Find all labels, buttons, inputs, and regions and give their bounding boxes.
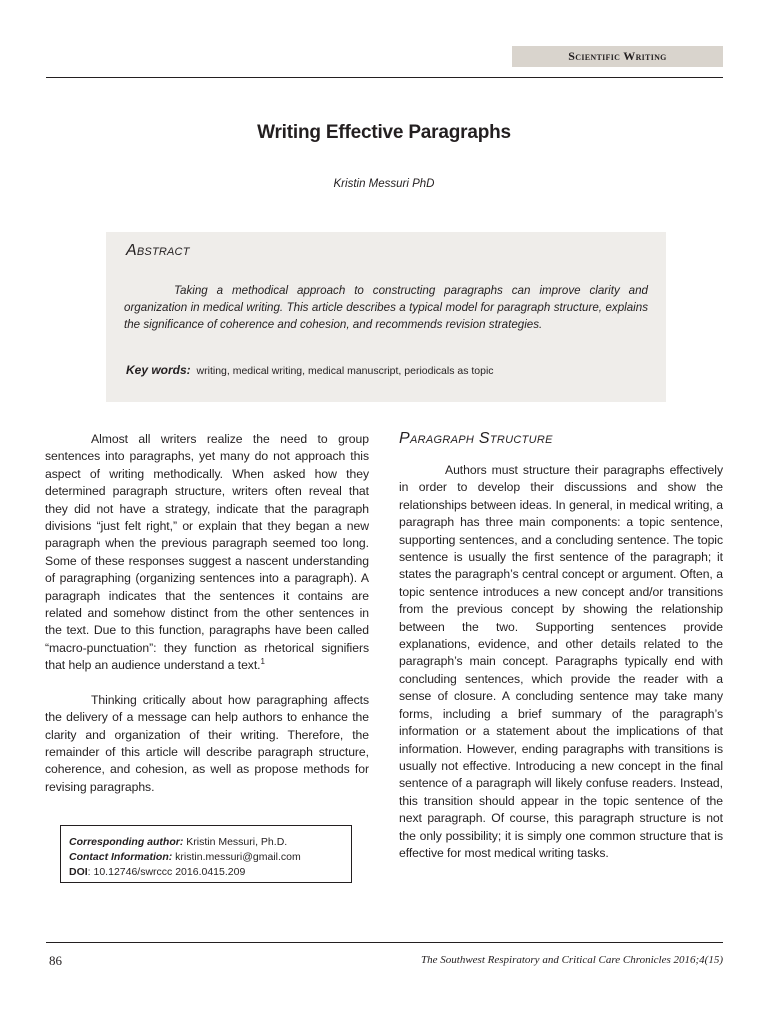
- doi-label: DOI: [69, 866, 88, 878]
- top-rule: [46, 77, 723, 78]
- abstract-heading: Abstract: [126, 242, 190, 259]
- left-paragraph-1-text: Almost all writers realize the need to group sentences into paragraphs, yet many do not approach this aspect of writing methodically. When asked how they determined paragraph structure, writers often reveal that they did not have a strategy, indicate that the paragraph divisions “just felt right,” or explain that they began a new paragraph when the previous paragraph seemed too long. Some of these responses suggest a nascent understanding of paragraphing (organizing sentences into a paragraph). A paragraph indicates that the sentences it contains are related and somehow distinct from the other sentences in the text. Due to this function, paragraphs have been called “macro-punctuation”: they function as rhetorical signifiers that help an audience understand a text.: [45, 432, 369, 673]
- keywords-value: writing, medical writing, medical manuscript, periodicals as topic: [196, 365, 494, 377]
- abstract-box: [106, 232, 666, 402]
- left-paragraph-1: [45, 431, 369, 675]
- left-column: [45, 431, 369, 796]
- corresponding-author-line: [69, 835, 351, 850]
- section-heading-paragraph-structure: Paragraph Structure: [399, 430, 553, 447]
- abstract-text: Taking a methodical approach to constructing paragraphs can improve clarity and organization in medical writing. This article describes a typical model for paragraph structure, explains the significance of coherence and cohesion, and recommends revision strategies.: [124, 284, 648, 331]
- journal-citation: The Southwest Respiratory and Critical Care Chronicles 2016;4(15): [421, 954, 723, 966]
- left-paragraph-2: Thinking critically about how paragraphing affects the delivery of a message can help authors to enhance the clarity and organization of their writing. Therefore, the remainder of this article will describe paragraph structure, coherence, and cohesion, as well as propose methods for revising paragraphs.: [45, 692, 369, 794]
- article-title: Writing Effective Paragraphs: [257, 122, 511, 143]
- contact-line: [69, 850, 351, 865]
- contact-label: Contact Information:: [69, 851, 173, 863]
- correspondence-box: [60, 825, 352, 883]
- right-paragraph-1: Authors must structure their paragraphs effectively in order to develop their discussions and show the relationships between ideas. In general, in medical writing, a paragraph has three main components: a topic sentence, supporting sentences, and a concluding sentence. The topic sentence is usually the first sentence of the paragraph; it states the paragraph’s central concept or argument. Often, a topic sentence introduces a new concept and/or transitions from the previous concept by showing the relationship between the two. Supporting sentences provide explanations, evidence, and other details related to the paragraph’s main concept. Paragraphs typically end with concluding sentences, which provide the reader with a sense of closure. A concluding sentence may take many forms, including a brief summary of the paragraph’s information or a statement about the implications of that information. However, ending paragraphs with transitions is usually not effective. Introducing a new concept in the final sentence of a paragraph will likely confuse readers. Instead, this transition should appear in the topic sentence of the next paragraph. Of course, this paragraph structure is not the only possibility; it is simply one common structure that is effective for most medical writing tasks.: [399, 463, 723, 860]
- article-author: Kristin Messuri PhD: [333, 178, 435, 190]
- doi-value[interactable]: : 10.12746/swrccc 2016.0415.209: [87, 866, 246, 878]
- keywords: [126, 363, 494, 377]
- contact-email[interactable]: kristin.messuri@gmail.com: [175, 851, 301, 863]
- section-tag: Scientific Writing: [512, 46, 723, 67]
- bottom-rule: [46, 942, 723, 943]
- right-column: [399, 462, 723, 862]
- doi-line: [69, 865, 351, 880]
- keywords-label: Key words:: [126, 363, 191, 377]
- reference-marker: 1: [260, 657, 265, 667]
- corresponding-author-label: Corresponding author:: [69, 836, 184, 848]
- corresponding-author-value: Kristin Messuri, Ph.D.: [186, 836, 288, 848]
- page-number: 86: [49, 953, 62, 968]
